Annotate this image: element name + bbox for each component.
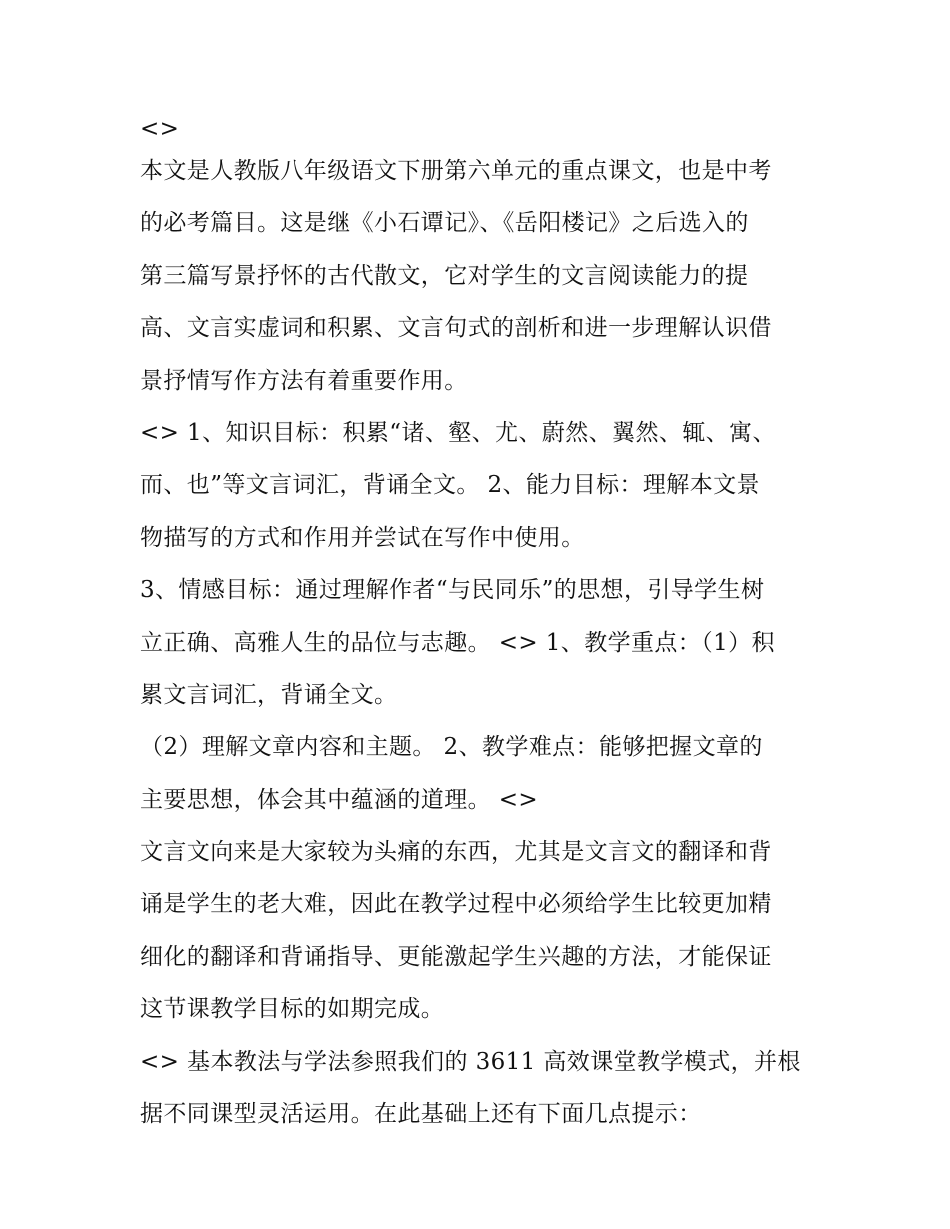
text-line: <>	[140, 116, 180, 142]
text-line: 物描写的方式和作用并尝试在写作中使用。	[140, 524, 585, 551]
text-line: 文言文向来是大家较为头痛的东西，尤其是文言文的翻译和背	[140, 839, 772, 866]
text-line: <> 基本教法与学法参照我们的 3611 高效课堂教学模式，并根	[140, 1048, 801, 1075]
text-line: <> 1、知识目标：积累“诸、壑、尤、蔚然、翼然、辄、寓、	[140, 419, 776, 446]
text-line: 立正确、高雅人生的品位与志趣。 <> 1、教学重点：（1）积	[140, 629, 775, 656]
text-line: 本文是人教版八年级语文下册第六单元的重点课文，也是中考	[140, 158, 772, 184]
text-line: 3、情感目标：通过理解作者“与民同乐”的思想，引导学生树	[140, 577, 765, 604]
text-line: 诵是学生的老大难，因此在教学过程中必须给学生比较更加精	[140, 891, 772, 918]
text-line: 累文言词汇，背诵全文。	[140, 681, 398, 708]
text-line: 这节课教学目标的如期完成。	[140, 996, 445, 1023]
text-line: 景抒情写作方法有着重要作用。	[140, 367, 468, 394]
text-line: 据不同课型灵活运用。在此基础上还有下面几点提示：	[140, 1101, 702, 1128]
text-line: （2）理解文章内容和主题。 2、教学难点：能够把握文章的	[140, 734, 763, 761]
text-line: 的必考篇目。这是继《小石谭记》、《岳阳楼记》之后选入的	[140, 210, 749, 237]
text-line: 而、也”等文言词汇，背诵全文。 2、能力目标：理解本文景	[140, 472, 760, 499]
text-line: 细化的翻译和背诵指导、更能激起学生兴趣的方法，才能保证	[140, 943, 772, 970]
document-body	[140, 112, 820, 1149]
text-line: 第三篇写景抒怀的古代散文，它对学生的文言阅读能力的提	[140, 262, 749, 289]
text-line: 高、文言实虚词和积累、文言句式的剖析和进一步理解认识借	[140, 315, 772, 342]
text-line: 主要思想，体会其中蕴涵的道理。 <>	[140, 786, 539, 813]
